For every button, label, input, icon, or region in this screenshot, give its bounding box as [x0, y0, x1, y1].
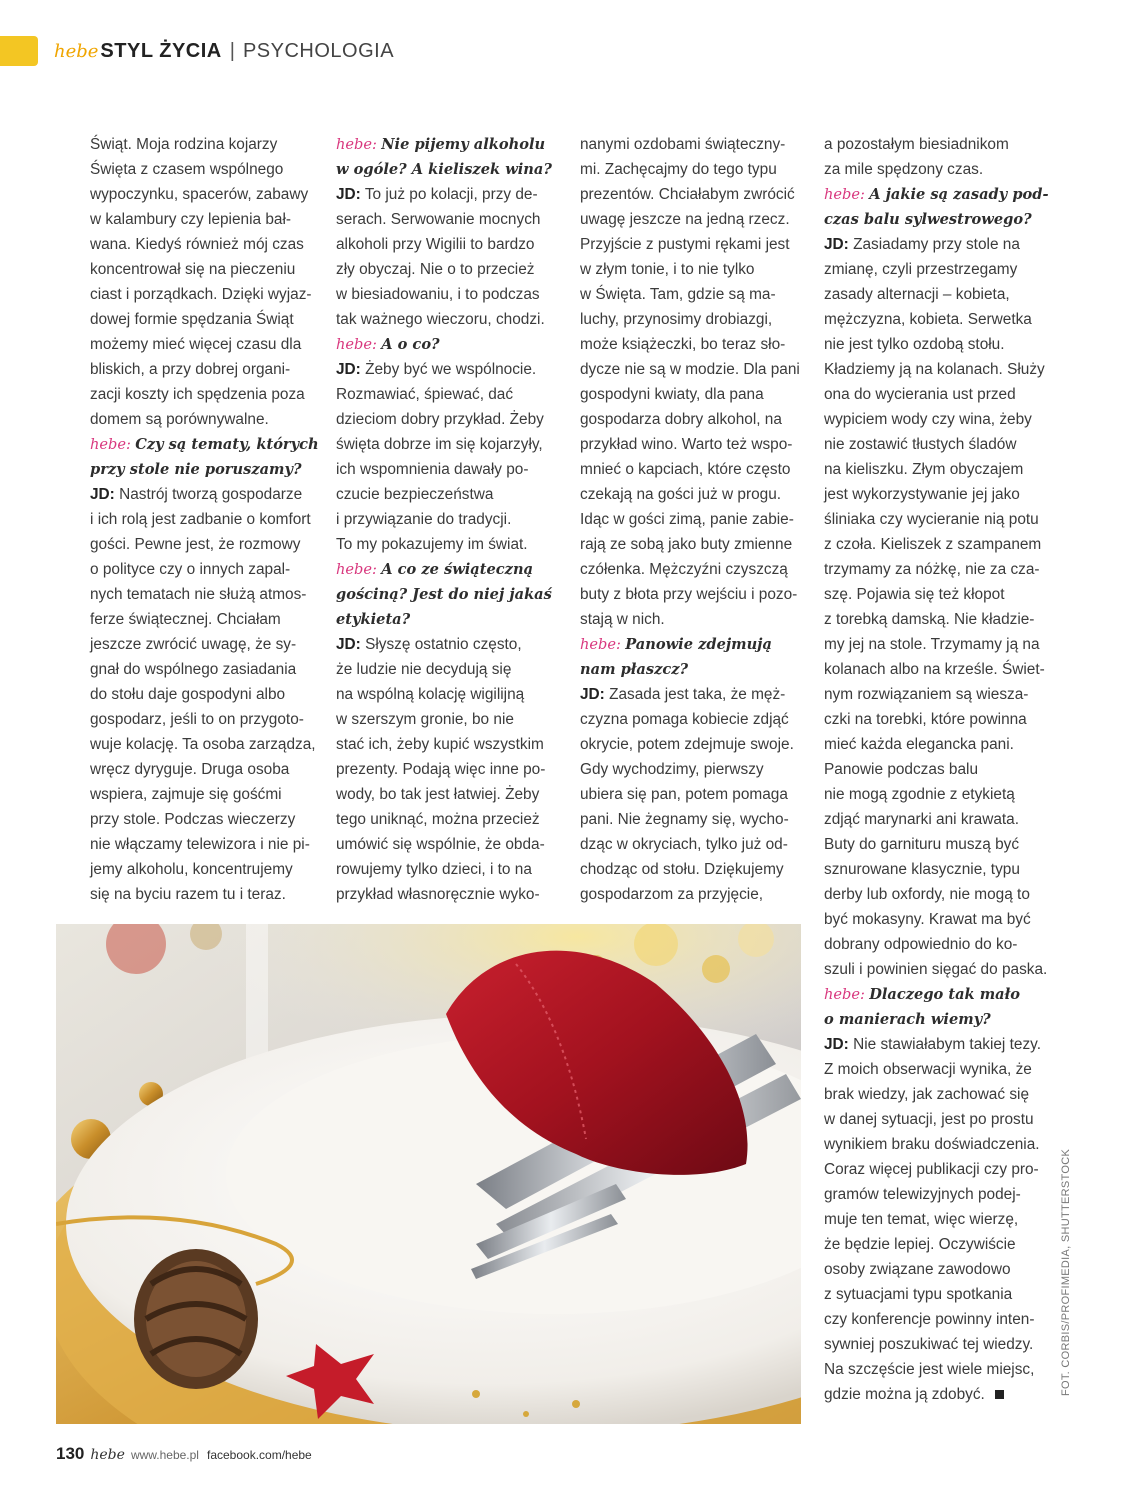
page-number: 130 [56, 1444, 85, 1463]
answer-speaker-marker: JD: [336, 361, 361, 378]
article-column-3 [580, 132, 802, 907]
facebook-link[interactable]: facebook.com/hebe [206, 1448, 312, 1462]
text-line: alkoholi przy Wigilii to bardzo [336, 236, 535, 253]
text-line: uwagę jeszcze na jedną rzecz. [580, 211, 790, 228]
text-line: w złym tonie, i to nie tylko [580, 261, 755, 278]
hebe-question-marker: hebe: [580, 636, 621, 653]
text-line: być mokasyny. Krawat ma być [824, 911, 1031, 928]
text-line: szę. Pojawia się też kłopot [824, 586, 1005, 603]
text-line: Na szczęście jest wiele miejsc, [824, 1361, 1035, 1378]
text-line: tak ważnego wieczoru, chodzi. [336, 311, 545, 328]
article-column-2 [336, 132, 558, 907]
question-text: Nie pijemy alkoholu [381, 136, 546, 153]
question-line: w ogóle? A kieliszek wina? [336, 161, 552, 178]
question-line: o manierach wiemy? [824, 1011, 991, 1028]
text-line: z sytuacjami typu spotkania [824, 1286, 1013, 1303]
header-brand-logo: hebe [54, 41, 99, 62]
text-line: bliskich, a przy dobrej organi- [90, 361, 291, 378]
text-line-content: gdzie można ją zdobyć. [824, 1386, 985, 1403]
text-line: Kładziemy ją na kolanach. Służy [824, 361, 1045, 378]
page-header [54, 40, 394, 70]
text-line: zły obyczaj. Nie o to przecież [336, 261, 535, 278]
question-line: nam płaszcz? [580, 661, 689, 678]
text-line: możemy mieć więcej czasu dla [90, 336, 302, 353]
question-line [580, 632, 802, 657]
text-line: domem są porównywalne. [90, 411, 269, 428]
text-line: w szerszym gronie, bo nie [336, 711, 514, 728]
text-line: umówić się wspólnie, że obda- [336, 836, 545, 853]
text-line: Święta z czasem wspólnego [90, 161, 284, 178]
answer-text: To już po kolacji, przy de- [364, 186, 538, 203]
text-line: gości. Pewne jest, że rozmowy [90, 536, 301, 553]
text-line: Idąc w gości zimą, panie zabie- [580, 511, 794, 528]
text-line: Panowie podczas balu [824, 761, 979, 778]
text-line: wspiera, zajmuje się gośćmi [90, 786, 282, 803]
text-line: trzymamy za nóżkę, nie za cza- [824, 561, 1040, 578]
text-line: dzieciom dobry przykład. Żeby [336, 411, 544, 428]
text-line: za mile spędzony czas. [824, 161, 984, 178]
text-line: na kieliszku. Złym obyczajem [824, 461, 1024, 478]
answer-line [824, 1032, 1046, 1057]
question-text: A o co? [381, 336, 440, 353]
question-text: Dlaczego tak mało [869, 986, 1020, 1003]
text-line: prezentów. Chciałabym zwrócić [580, 186, 795, 203]
text-line: a pozostałym biesiadnikom [824, 136, 1009, 153]
header-separator: | [229, 40, 235, 62]
question-text: Panowie zdejmują [625, 636, 772, 653]
section-color-tab [0, 36, 38, 66]
text-line: serach. Serwowanie mocnych [336, 211, 541, 228]
text-line: mężczyzna, kobieta. Serwetka [824, 311, 1032, 328]
question-line: etykieta? [336, 611, 411, 628]
hebe-question-marker: hebe: [336, 136, 377, 153]
text-line: chodząc od stołu. Dziękujemy [580, 861, 784, 878]
text-line: gospodarzom za przyjęcie, [580, 886, 764, 903]
text-line: czekają na gości już w progu. [580, 486, 782, 503]
text-line: Rozmawiać, śpiewać, dać [336, 386, 514, 403]
answer-speaker-marker: JD: [90, 486, 115, 503]
text-line: czucie bezpieczeństwa [336, 486, 494, 503]
text-line: ferze świątecznej. Chciałam [90, 611, 281, 628]
hebe-question-marker: hebe: [336, 561, 377, 578]
question-line [336, 557, 558, 582]
text-line: sznurowane klasycznie, typu [824, 861, 1020, 878]
text-line: i ich rolą jest zadbanie o komfort [90, 511, 311, 528]
text-line: w biesiadowaniu, i to podczas [336, 286, 540, 303]
text-line: Buty do garnituru muszą być [824, 836, 1020, 853]
answer-text: Nastrój tworzą gospodarze [119, 486, 303, 503]
text-line: nych tematach nie służą atmos- [90, 586, 307, 603]
text-line: Świąt. Moja rodzina kojarzy [90, 136, 278, 153]
text-line: w kalambury czy lepienia bał- [90, 211, 292, 228]
answer-speaker-marker: JD: [580, 686, 605, 703]
article-column-1 [90, 132, 319, 907]
answer-text: Żeby być we wspólnocie. [365, 361, 537, 378]
text-line: zmianę, czyli przestrzegamy [824, 261, 1018, 278]
text-line: wynikiem braku doświadczenia. [824, 1136, 1040, 1153]
text-line: w danej sytuacji, jest po prostu [824, 1111, 1034, 1128]
text-line: gospodarz, jeśli to on przygoto- [90, 711, 304, 728]
answer-text: Nie stawiałabym takiej tezy. [853, 1036, 1041, 1053]
text-line: wręcz dyryguje. Druga osoba [90, 761, 290, 778]
text-line: śliniaka czy wycieranie nią potu [824, 511, 1039, 528]
header-section: STYL ŻYCIA [100, 40, 222, 62]
text-line: czyzna pomaga kobiecie zdjąć [580, 711, 789, 728]
text-line: nie jest tylko ozdobą stołu. [824, 336, 1005, 353]
text-line: gramów telewizyjnych podej- [824, 1186, 1021, 1203]
text-line: To my pokazujemy im świat. [336, 536, 528, 553]
text-line: z czoła. Kieliszek z szampanem [824, 536, 1042, 553]
text-line: brak wiedzy, jak zachować się [824, 1086, 1030, 1103]
question-line [336, 132, 558, 157]
text-line: przykład wino. Warto też wspo- [580, 436, 793, 453]
table-setting-photo [56, 924, 801, 1424]
text-line: Przyjście z pustymi rękami jest [580, 236, 790, 253]
text-line: Gdy wychodzimy, pierwszy [580, 761, 764, 778]
question-line [824, 182, 1049, 207]
answer-line [824, 232, 1046, 257]
question-line: gościną? Jest do niej jakaś [336, 586, 552, 603]
text-line: jest wykorzystywanie jej jako [824, 486, 1020, 503]
text-line: dowej formie spędzania Świąt [90, 311, 294, 328]
photo-credit: FOT. CORBIS/PROFIMEDIA, SHUTTERSTOCK [1060, 1148, 1072, 1396]
answer-speaker-marker: JD: [336, 636, 361, 653]
text-line: że ludzie nie decydują się [336, 661, 512, 678]
header-subsection: PSYCHOLOGIA [242, 40, 395, 62]
text-line: może książeczki, bo teraz sło- [580, 336, 786, 353]
text-line: okrycie, potem zdejmuje swoje. [580, 736, 794, 753]
text-line: że będzie lepiej. Oczywiście [824, 1236, 1016, 1253]
text-line: się na byciu razem tu i teraz. [90, 886, 286, 903]
text-line: wuje kolację. Ta osoba zarządza, [90, 736, 316, 753]
question-line: czas balu sylwestrowego? [824, 211, 1032, 228]
answer-text: Zasiadamy przy stole na [853, 236, 1020, 253]
text-line: dząc w okryciach, tylko już od- [580, 836, 788, 853]
text-line: szuli i powinien sięgać do paska. [824, 961, 1048, 978]
text-line: ona do wycierania ust przed [824, 386, 1016, 403]
text-line: osoby związane zawodowo [824, 1261, 1011, 1278]
question-line [824, 982, 1046, 1007]
page-footer [56, 1444, 312, 1464]
text-line: Z moich obserwacji wynika, że [824, 1061, 1032, 1078]
text-line [824, 1382, 1046, 1407]
question-line: przy stole nie poruszamy? [90, 461, 302, 478]
hebe-question-marker: hebe: [824, 986, 865, 1003]
text-line: kolanach albo na krześle. Świet- [824, 661, 1045, 678]
text-line: nym rozwiązaniem są wiesza- [824, 686, 1029, 703]
text-line: gospodarza dobry alkohol, na [580, 411, 782, 428]
text-line: dobrany odpowiednio do ko- [824, 936, 1018, 953]
text-line: koncentrował się na pieczeniu [90, 261, 296, 278]
text-line: i przywiązanie do tradycji. [336, 511, 512, 528]
text-line: tego uniknąć, można przecież [336, 811, 540, 828]
answer-speaker-marker: JD: [824, 1036, 849, 1053]
text-line: nie mogą zgodnie z etykietą [824, 786, 1015, 803]
text-line: mi. Zachęcajmy do tego typu [580, 161, 777, 178]
text-line: ciast i porządkach. Dzięki wyjaz- [90, 286, 312, 303]
text-line: mnieć o kapciach, które często [580, 461, 791, 478]
text-line: prezenty. Podają więc inne po- [336, 761, 546, 778]
footer-brand: hebe [90, 1447, 125, 1463]
question-line [336, 332, 558, 357]
hebe-question-marker: hebe: [824, 186, 865, 203]
hebe-question-marker: hebe: [90, 436, 131, 453]
text-line: dycze nie są w modzie. Dla pani [580, 361, 800, 378]
question-text: A co ze świąteczną [381, 561, 534, 578]
text-line: jeszcze zwrócić uwagę, że sy- [90, 636, 297, 653]
text-line: luchy, przynosimy drobiazgi, [580, 311, 773, 328]
text-line: zacji koszty ich spędzenia poza [90, 386, 305, 403]
answer-line [336, 182, 558, 207]
text-line: święta dobrze im się kojarzyły, [336, 436, 543, 453]
answer-text: Słyszę ostatnio często, [365, 636, 522, 653]
text-line: sywniej poszukiwać tej wiedzy. [824, 1336, 1034, 1353]
text-line: rowujemy tylko dzieci, i to na [336, 861, 532, 878]
text-line: przykład własnoręcznie wyko- [336, 886, 540, 903]
text-line: wana. Kiedyś również mój czas [90, 236, 304, 253]
text-line: czy konferencje powinny inten- [824, 1311, 1035, 1328]
text-line: buty z błota przy wejściu i pozo- [580, 586, 798, 603]
text-line: mieć każda elegancka pani. [824, 736, 1014, 753]
text-line: do stołu daje gospodyni albo [90, 686, 286, 703]
answer-speaker-marker: JD: [336, 186, 361, 203]
hebe-question-marker: hebe: [336, 336, 377, 353]
text-line: z torebką damską. Nie kładzie- [824, 611, 1035, 628]
text-line: wypoczynku, spacerów, zabawy [90, 186, 309, 203]
text-line: muje ten temat, więc wierzę, [824, 1211, 1019, 1228]
text-line: zdjąć marynarki ani krawata. [824, 811, 1020, 828]
text-line: rają ze sobą jako buty zmienne [580, 536, 793, 553]
text-line: nie zostawić tłustych śladów [824, 436, 1017, 453]
text-line: zasady alternacji – kobieta, [824, 286, 1010, 303]
text-line: na wspólną kolację wigilijną [336, 686, 525, 703]
table-setting-illustration [56, 924, 801, 1424]
answer-line [580, 682, 802, 707]
text-line: o polityce czy o innych zapal- [90, 561, 291, 578]
question-text: Czy są tematy, których [135, 436, 319, 453]
text-line: stać ich, żeby kupić wszystkim [336, 736, 544, 753]
text-line: ubiera się pan, potem pomaga [580, 786, 788, 803]
text-line: Coraz więcej publikacji czy pro- [824, 1161, 1039, 1178]
text-line: nie włączamy telewizora i nie pi- [90, 836, 310, 853]
text-line: wody, bo tak jest łatwiej. Żeby [336, 786, 540, 803]
website-link[interactable]: www.hebe.pl [130, 1448, 199, 1462]
text-line: gospodyni kwiaty, dla pana [580, 386, 764, 403]
text-line: pani. Nie żegnamy się, wycho- [580, 811, 789, 828]
text-line: gnał do wspólnego zasiadania [90, 661, 297, 678]
article-column-4 [824, 132, 1049, 1407]
text-line: my jej na stole. Trzymamy ją na [824, 636, 1040, 653]
answer-text: Zasada jest taka, że męż- [609, 686, 786, 703]
article-end-square-icon [995, 1390, 1004, 1399]
text-line: jemy alkoholu, koncentrujemy [90, 861, 293, 878]
text-line: derby lub oxfordy, nie mogą to [824, 886, 1030, 903]
text-line: czółenka. Mężczyźni czyszczą [580, 561, 788, 578]
text-line: ich wspomnienia dawały po- [336, 461, 529, 478]
text-line: wypiciem wody czy wina, żeby [824, 411, 1032, 428]
question-text: A jakie są zasady pod- [869, 186, 1049, 203]
text-line: przy stole. Podczas wieczerzy [90, 811, 296, 828]
question-line [90, 432, 319, 457]
text-line: nanymi ozdobami świąteczny- [580, 136, 786, 153]
answer-speaker-marker: JD: [824, 236, 849, 253]
answer-line [336, 632, 558, 657]
answer-line [90, 482, 312, 507]
text-line: w Święta. Tam, gdzie są ma- [580, 286, 776, 303]
text-line: stają w nich. [580, 611, 665, 628]
text-line: czki na torebki, które powinna [824, 711, 1027, 728]
answer-line [336, 357, 558, 382]
